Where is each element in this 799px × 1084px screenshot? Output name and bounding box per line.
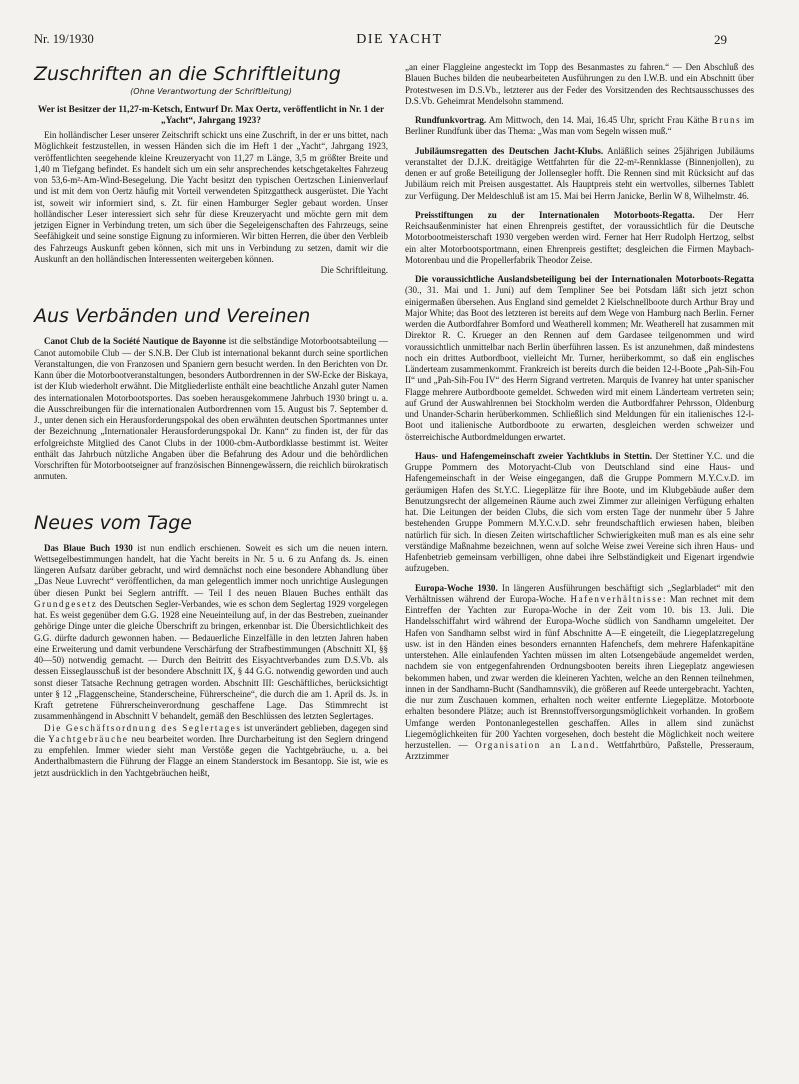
article-jubilaeum: Jubiläumsregatten des Deutschen Jacht-Klubs. Anläßlich seines 25jährigen Jubiläums veranstaltet der D.J.K. dreitägige Wettfahrten für die 22-m²-Rennklasse (Binnenjollen), zu denen er auf große Beteiligung der Jollensegler hofft. Die Rennen sind mit Rücksicht auf das Jubiläum reich mit Preisen ausgestattet. Als Hauptpreis steht ein wertvolles, silbernes Tablett zur Verfügung. Der Meldeschluß ist am 15. Mai bei Herrn Janicke, Berlin W 8, Wilhelmstr. 46. bbox=[405, 145, 754, 201]
article-heading-jubilaeum: Jubiläumsregatten des Deutschen Jacht-Klubs. bbox=[415, 145, 604, 156]
article-auslandsbeteiligung: Die voraussichtliche Auslandsbeteiligung bei der Internationalen Motorboots-Regatta (30., 31. Mai und 1. Juni) auf dem Templiner See bei Potsdam läßt sich jetzt schon einigermaßen übersehen. Aus England sind gemeldet 2 Kielschnellboote durch Arthur Bray und Major White; das Boot des letzteren ist bereits auf dem Wege von Hamburg nach Berlin. Ferner werden die Autbordfahrer Bomford und Weatherell kommen; Mr. Weatherell hat zusammen mit Direktor R. C. Krueger an den Rennen auf dem Gardasee teilgenommen und wird voraussichtlich unmittelbar nach Berlin überführen lassen. Es ist anzunehmen, daß mindestens noch ein drittes Autbordboot, vielleicht Mr. Turner, herüberkommt, so daß ein englisches Länderteam zusammenkommt. Frankreich ist bereits durch die beiden 12-l-Boote „Pah-Sih-Fou II“ und „Pah-Sih-Fou IV“ des Herrn Sigrand vertreten. Marquis de Ivanrey hat unter spanischer Flagge mehrere Autbordboote gemeldet. Schweden wird mit einem Länderteam vertreten sein; auf Grund der Auswahlrennen bei Stockholm werden die Autbordfahrer Pehrsson, Oldenburg und Unander-Scharin herüberkommen. Schließlich sind Meldungen für ein italienisches 12-l-Boot und italienische Autbordboote zu erwarten, desgleichen werden schweizer und österreichische Autbordmeldungen erwartet. bbox=[405, 274, 754, 442]
article-heading-preisstiftungen: Preisstiftungen zu der Internationalen Motorboots-Regatta. bbox=[415, 209, 695, 220]
signature: Die Schriftleitung. bbox=[320, 265, 388, 275]
article-blaues-buch-p2: Die Geschäftsordnung des Seglertages ist unverändert geblieben, dagegen sind die Yachtgebräuche neu bearbeitet worden. Ihre Durcharbeitung ist den Seglern dringend zu empfehlen. Immer wieder sieht man Verstöße gegen die Yachtgebräuche, u. a. bei Anderthalbmastern die Führung der Flagge an einem Standerstock im Besantopp. Sie ist, wie es jetzt ausdrücklich in den Yachtgebräuchen heißt, bbox=[34, 722, 388, 778]
article-heading-blaues-buch: Das Blaue Buch 1930 bbox=[44, 542, 133, 553]
article-heading-ketsch: Wer ist Besitzer der 11,27-m-Ketsch, Entwurf Dr. Max Oertz, veröffentlicht in Nr. 1 der „Yacht“, Jahrgang 1923? bbox=[37, 105, 385, 126]
section-subtitle: (Ohne Verantwortung der Schriftleitung) bbox=[130, 87, 292, 96]
article-heading-auslandsbeteiligung: Die voraussichtliche Auslandsbeteiligung bei der Internationalen Motorboots-Regatta bbox=[415, 274, 754, 284]
article-canot-club bbox=[34, 336, 388, 482]
article-continuation: „an einer Flaggleine angesteckt im Topp des Besanmastes zu fahren.“ — Den Abschluß des Blauen Buches bilden die neubearbeiteten Ausführungen zu den I.W.B. und ein Abschnitt über Protestwesen im D.S.Vb., letzterer aus der Feder des Vorsitzenden des Rechtsausschusses des D.S.Vb. Geheimrat Mendelsohn stammend. bbox=[405, 62, 754, 106]
article-body-ketsch: Ein holländischer Leser unserer Zeitschrift schickt uns eine Zuschrift, in der er uns bittet, nach Möglichkeit festzustellen, in wessen Händen sich die im Heft 1 der „Yacht“, Jahrgang 1923, veröffentlichten seegehende kleine Kreuzeryacht von 11,27 m Länge, 3,5 m größter Breite und 1,40 m Tiefgang befindet. Es handelt sich um ein sehr ansprechendes ketschgetakeltes Fahrzeug von 53,6-m²-Am-Wind-Besegelung. Die Yacht besitzt den typischen Oertzschen Linienverlauf und ist mit dem von Oertz häufig mit Vorteil verwendeten Spitzgattheck ausgerüstet. Die Yacht ist, soweit wir informiert sind, s. Zt. für einen Hamburger Segler gebaut worden. Unser holländischer Leser interessiert sich sehr für diese Kreuzeryacht und möchte gern mit dem jetzigen Eigner in Verbindung treten, um sich über die Segeleigenschaften des Fahrzeugs, seine Seefähigkeit und seine sonstige Eignung zu informieren. Wir bitten Herren, die über den Verbleib des Fahrzeugs Auskunft geben können, sich mit uns in Verbindung zu setzen, damit wir die Auskunft an den holländischen Interessenten weitergeben können. bbox=[34, 130, 388, 264]
right-column bbox=[405, 62, 754, 763]
section-title-verbaende: Aus Verbänden und Vereinen bbox=[34, 305, 311, 328]
page-number: 29 bbox=[714, 32, 727, 47]
article-hafengemeinschaft: Haus- und Hafengemeinschaft zweier Yachtklubs in Stettin. Der Stettiner Y.C. und die Gruppe Pommern des Motoryacht-Club von Deutschland sind eine Haus- und Hafengemeinschaft in der Weise eingegangen, daß die Gruppe Pommern M.Y.C.v.D. im geräumigen Hafen des St.Y.C. Liegeplätze für ihre Boote, und im Klubgebäude außer dem Benutzungsrecht der allgemeinen Räume auch zwei Zimmer zur alleinigen Verfügung erhalten hat. Die Leitungen der beiden Clubs, die sich vom ersten Tage der nunmehr über 5 Jahre bestehenden Gruppe Pommern M.Y.C.v.D. sehr freundschaftlich erwiesen haben, bleiben natürlich für sich. In diesen Zeiten wirtschaftlicher Schwierigkeiten muß man es als eine sehr verständige Maßnahme bezeichnen, wenn auf solche Weise zwei Vereine sich ihren Haus- und Hafenbetrieb gemeinsam verbilligen, ohne dabei ihre Selbständigkeit und Eigenart irgendwie aufzugeben. bbox=[405, 450, 754, 574]
article-preisstiftungen: Preisstiftungen zu der Internationalen Motorboots-Regatta. Der Herr Reichsaußenminister hat einen Ehrenpreis gestiftet, der voraussichtlich für die Deutsche Motorbootmeisterschaft 1930 vergeben werden wird. Ferner hat Herr Rudolph Hertzog, selbst ein alter Motorbootsportmann, einen Ehrenpreis gestiftet; desgleichen die Firmen Maybach-Motorenbau und die Propellerfabrik Theodor Zeise. bbox=[405, 209, 754, 265]
left-column bbox=[34, 62, 388, 779]
article-heading-canot: Canot Club de la Société Nautique de Bayonne bbox=[44, 336, 227, 347]
article-heading-hafengemeinschaft: Haus- und Hafengemeinschaft zweier Yachtklubs in Stettin. bbox=[415, 450, 652, 461]
issue-number: Nr. 19/1930 bbox=[34, 32, 94, 46]
article-heading-rundfunk: Rundfunkvortrag. bbox=[415, 115, 487, 125]
article-body-canot: ist die selbständige Motorbootsabteilung — Canot automobile Club — der S.N.B. Der Club ist international bekannt durch seine sportlichen Veranstaltungen, die von Franzosen und Spaniern gern besucht werden. In den Berichten von Dr. Kann über die Motorbootveranstaltungen, besonders Autbordrennen in der SW-Ecke der Biskaya, ist der Klub wiederholt erwähnt. Die Mitgliederliste enthält eine beachtliche Anzahl guter Namen des internationalen Motorbootsportes. Das soeben herausgekommene Jahrbuch 1930 bringt u. a. die Ausschreibungen für die internationalen Autbordrennen vom 15. August bis 7. September d. J., unter denen sich ein Herausforderungspokal des oben erwähnten deutschen Sportmannes unter der Bezeichnung „Internationaler Herausforderungspokal Dr. Kann“ zu finden ist, der für das erfolgreichste Mitglied des Canot Clubs in der 1000-cbm-Autbordklasse bestimmt ist. Weiter enthält das Jahrbuch nützliche Angaben über die Befahrung des Adour und die behördlichen Vorschriften für Motorbootseigner auf französischen Binnengewässern, die reichlich bürokratisch anmuten. bbox=[34, 336, 388, 482]
magazine-title: DIE YACHT bbox=[356, 32, 443, 47]
article-rundfunk: Rundfunkvortrag. Am Mittwoch, den 14. Mai, 16.45 Uhr, spricht Frau Käthe Bruns im Berliner Rundfunk über das Thema: „Was man vom Segeln wissen muß.“ bbox=[405, 115, 754, 137]
section-title-neues: Neues vom Tage bbox=[34, 511, 192, 534]
section-title-zuschriften: Zuschriften an die Schriftleitung bbox=[34, 63, 341, 85]
article-europa-woche: Europa-Woche 1930. In längeren Ausführungen beschäftigt sich „Seglarbladet“ mit den Verhältnissen während der Europa-Woche. Hafenverhältnisse: Man rechnet mit dem Eintreffen der Yachten zur Europa-Woche in der Zeit vom 10. bis 13. Juli. Die Handelsschiffahrt wird während der Europa-Woche südlich von Sandhamn umgeleitet. Der Hafen von Sandhamn selbst wird in fünf Abschnitte A—E eingeteilt, die Liegeplatzregelung usw. ist in den Händen eines besonders ernannten Hafenchefs, dem mehrere Hafenkapitäne unterstehen. Alle einlaufenden Yachten müssen im alten Lotsengebäude angemeldet werden, nachdem sie von entgegenfahrenden Ordnungsbooten bereits ihren Liegeplatz angewiesen bekommen haben, und zwar werden die kleineren Yachten, welche an den Rennen teilnehmen, innen in der Sandhamn-Bucht (Sandhamnsvik), die größeren auf Reede untergebracht. Yachten, die nur zum Zuschauen kommen, erhalten noch weiter entfernte Liegeplätze. Motorboote erhalten besondere Plätze; auch ist Brennstoffversorgungsmöglichkeit vorhanden. In großem Umfange werden Pontonanlegestellen geschaffen. Alles in allem sind zunächst Liegemöglichkeiten für 200 Yachten vorgesehen, doch besteht die Möglichkeit noch weitere herzustellen. — Organisation an Land. Wettfahrtbüro, Paßstelle, Presseraum, Arztzimmer bbox=[405, 582, 755, 762]
article-blaues-buch: Das Blaue Buch 1930 ist nun endlich erschienen. Soweit es sich um die neuen intern. Wettsegelbestimmungen handelt, hat die Yacht bereits in Nr. 5 u. 6 zu Anfang ds. Js. einen längeren Aufsatz darüber gebracht, und wird demnächst noch eine besondere Abhandlung über „Das Neue Luvrecht“ veröffentlichen, da man gelegentlich immer noch unrichtige Auslegungen über diesen Punkt bei Seglern antrifft. — Teil I des neuen Blauen Buches enthält das Grundgesetz des Deutschen Segler-Verbandes, wie es schon dem Seglertag 1929 vorgelegen hat. Es weist gegenüber dem G.G. 1928 eine Neueinteilung auf, in der das Bestreben, zueinander gehörige Dinge unter die gleiche Überschrift zu bringen, erkennbar ist. Die Übersichtlichkeit des G.G. dürfte dadurch gewonnen haben. — Bedauerliche Einzelfälle in den letzten Jahren haben eine Erweiterung und damit verbundene Verschärfung der Strafbestimmungen (Abschnitt XI, §§ 40—50) notwendig gemacht. — Durch den Beitritt des Eisyachtverbandes zum D.S.Vb. als dessen Eisseglausschuß ist der besondere Abschnitt IX, § 44 G.G. notwendig geworden und auch sonst dieser Tatsache Rechnung getragen worden. Abschnitt III: Geschäftliches, berücksichtigt unter § 12 „Flaggenscheine, Standerscheine, Führerscheine“, die durch die am 1. April ds. Js. in Kraft getretene Führerscheinverordnung geschaffene Lage. Das Stimmrecht ist zusammenhängend in Abschnitt V behandelt, gemäß den Beschlüssen des letzten Seglertages. bbox=[34, 542, 389, 722]
article-heading-europa-woche: Europa-Woche 1930. bbox=[415, 582, 498, 593]
